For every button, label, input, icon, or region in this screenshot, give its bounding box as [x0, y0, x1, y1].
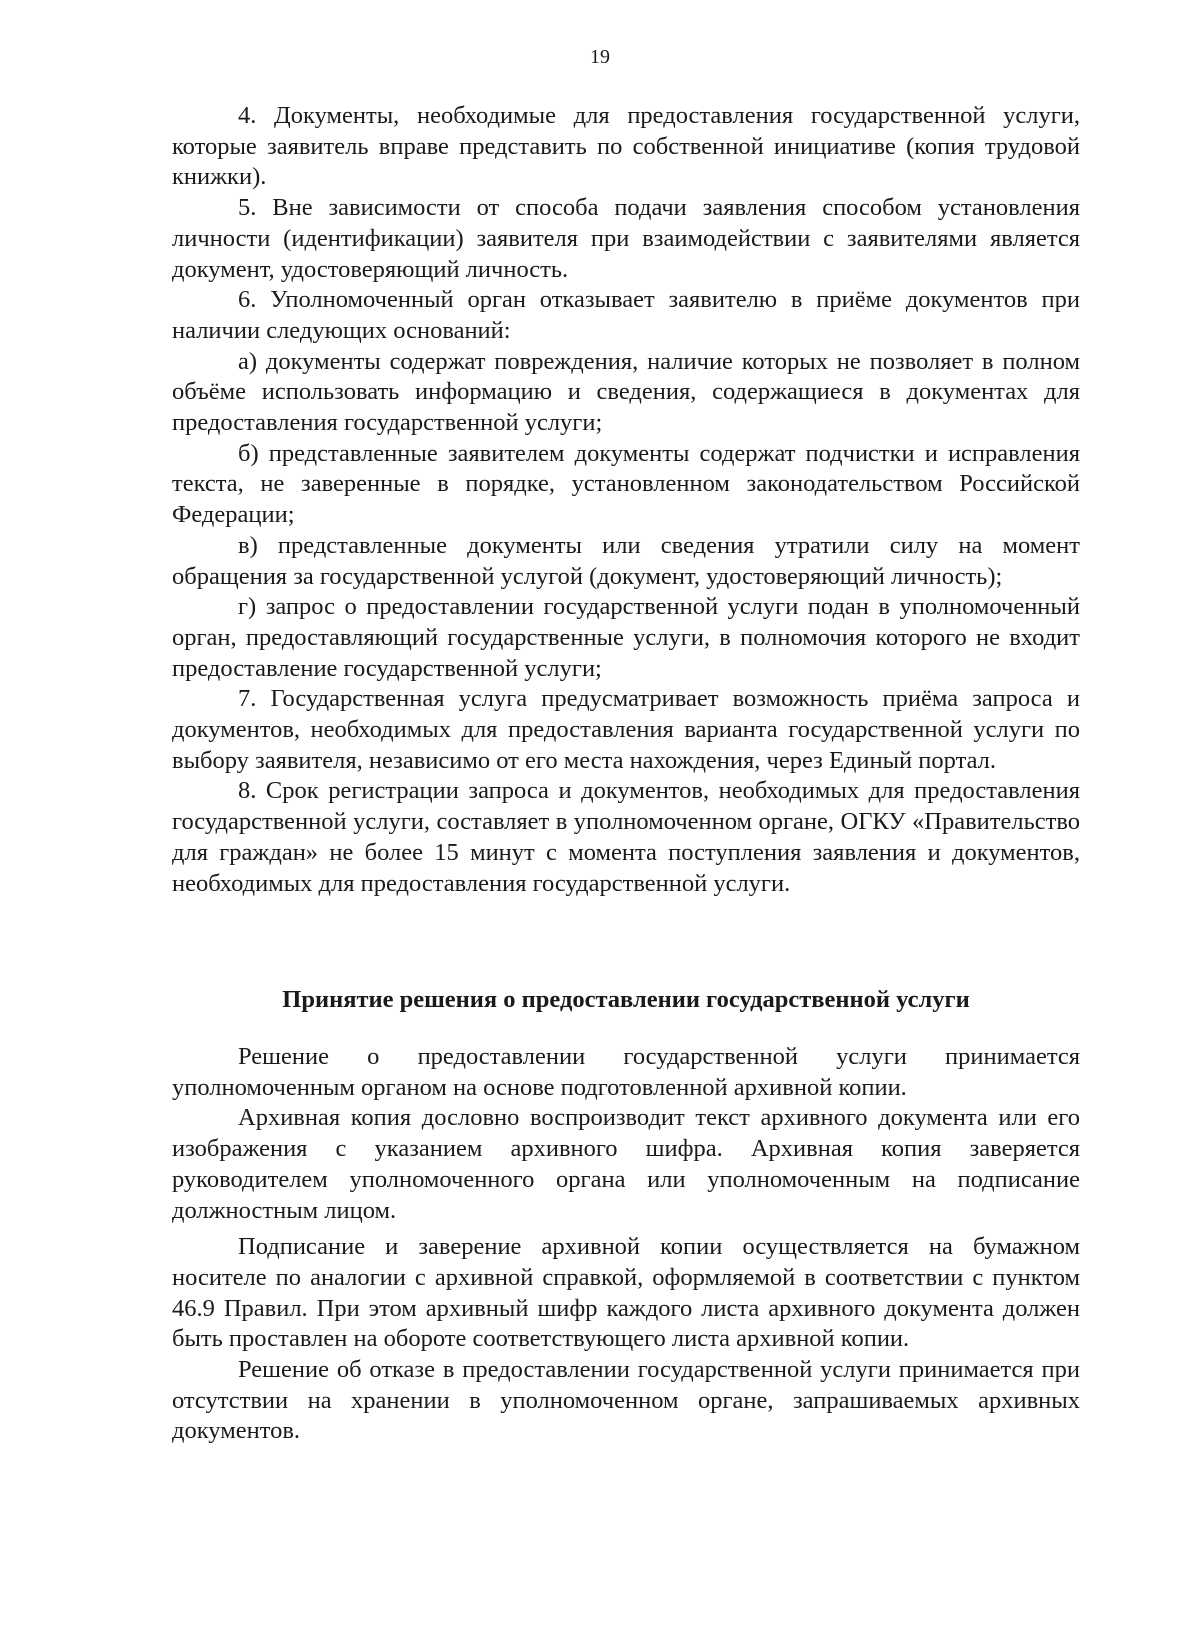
item-7: 7. Государственная услуга предусматривает возможность приёма запроса и документов, необходимых для предоставления варианта государственной услуги по выбору заявителя, независимо от его места нахождения, через Единый портал.	[172, 685, 1080, 774]
item-6-v: в) представленные документы или сведения утратили силу на момент обращения за государственной услугой (документ, удостоверяющий личность);	[172, 531, 1080, 590]
decision-section	[172, 1042, 1080, 1447]
refusal-paragraph: Решение об отказе в предоставлении государственной услуги принимается при отсутствии на хранении в уполномоченном органе, запрашиваемых архивных документов.	[172, 1356, 1080, 1445]
item-6-b: б) представленные заявителем документы содержат подчистки и исправления текста, не заверенные в порядке, установленном законодательством Российской Федерации;	[172, 439, 1080, 529]
signing-paragraph: Подписание и заверение архивной копии осуществляется на бумажном носителе по аналогии с архивной справкой, оформляемой в соответствии с пунктом 46.9 Правил. При этом архивный шифр каждого листа архивного документа должен быть проставлен на обороте соответствующего листа архивной копии.	[172, 1233, 1080, 1353]
page-number: 19	[590, 46, 610, 68]
item-4: 4. Документы, необходимые для предоставления государственной услуги, которые заявитель вправе представить по собственной инициативе (копия трудовой книжки).	[172, 102, 1080, 191]
section-heading: Принятие решения о предоставлении государственной услуги	[282, 986, 970, 1013]
requirements-list	[172, 101, 1080, 899]
decision-paragraph: Решение о предоставлении государственной услуги принимается уполномоченным органом на основе подготовленной архивной копии.	[172, 1043, 1080, 1101]
item-6-g: г) запрос о предоставлении государственной услуги подан в уполномоченный орган, предоставляющий государственные услуги, в полномочия которого не входит предоставление государственной услуги;	[172, 593, 1080, 682]
item-8: 8. Срок регистрации запроса и документов, необходимых для предоставления государственной услуги, составляет в уполномоченном органе, ОГКУ «Правительство для граждан» не более 15 минут с момента поступления заявления и документов, необходимых для предоставления государственной услуги.	[172, 777, 1080, 897]
item-6: 6. Уполномоченный орган отказывает заявителю в приёме документов при наличии следующих оснований:	[172, 286, 1080, 344]
item-6-a: а) документы содержат повреждения, наличие которых не позволяет в полном объёме использовать информацию и сведения, содержащиеся в документах для предоставления государственной услуги;	[172, 347, 1080, 437]
item-5: 5. Вне зависимости от способа подачи заявления способом установления личности (идентификации) заявителя при взаимодействии с заявителями является документ, удостоверяющий личность.	[172, 194, 1080, 283]
archive-copy-paragraph: Архивная копия дословно воспроизводит текст архивного документа или его изображения с указанием архивного шифра. Архивная копия заверяется руководителем уполномоченного органа или уполномоченным на подписание должностным лицом.	[172, 1104, 1080, 1224]
